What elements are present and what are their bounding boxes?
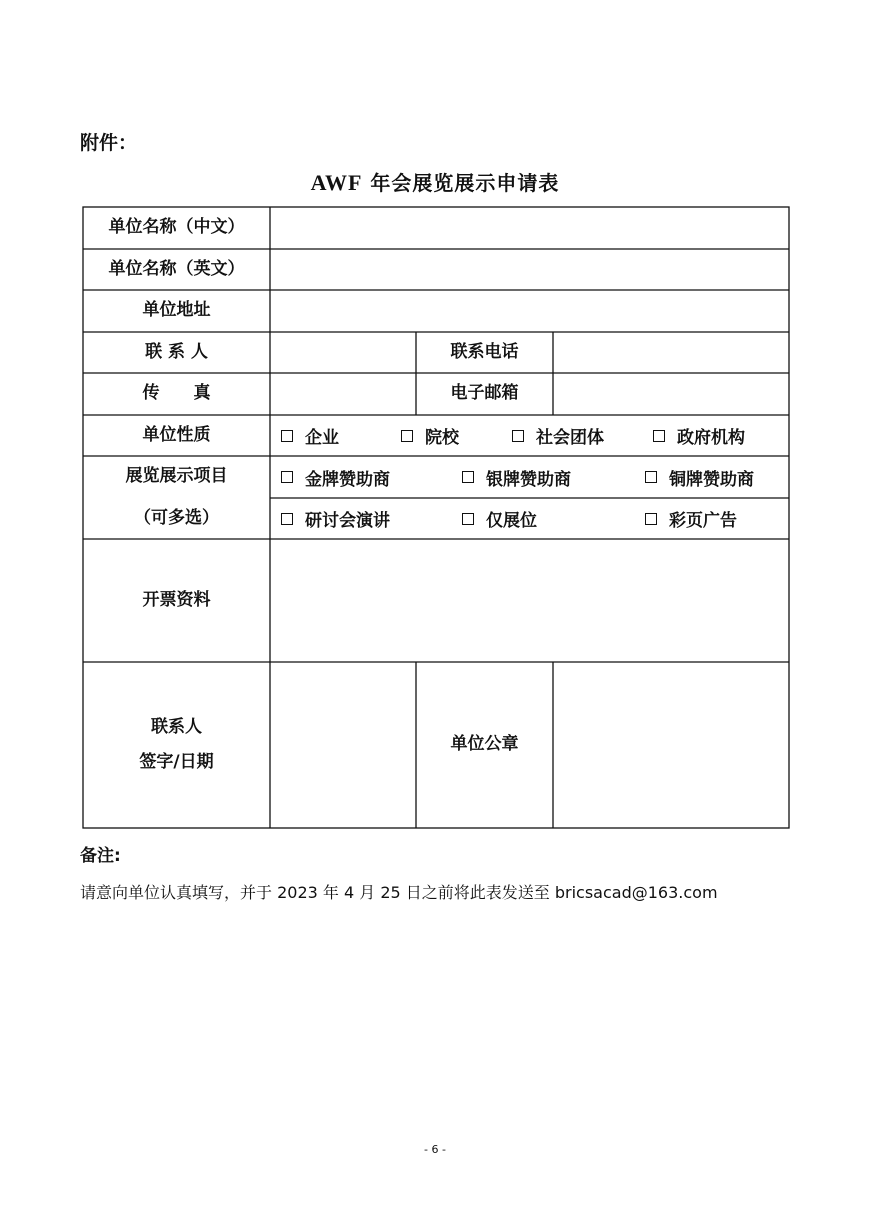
field-fax[interactable] <box>271 374 415 414</box>
label-project-line1: 展览展示项目 <box>125 466 228 487</box>
checkbox-seminar-speech[interactable] <box>281 498 390 539</box>
checkbox-gold-sponsor[interactable] <box>281 456 390 498</box>
label-fax: 传 真 <box>142 383 211 404</box>
field-name-cn[interactable] <box>271 208 788 248</box>
checkbox-square-icon <box>281 513 293 525</box>
checkbox-booth-only[interactable] <box>462 498 537 539</box>
checkbox-square-icon <box>645 513 657 525</box>
label-signature-line1: 联系人 <box>151 716 202 737</box>
checkbox-bronze-sponsor[interactable] <box>645 456 754 498</box>
checkbox-square-icon <box>281 471 293 483</box>
checkbox-square-icon <box>512 430 524 442</box>
label-email: 电子邮箱 <box>450 383 519 404</box>
option-label: 企业 <box>305 428 339 448</box>
option-label: 社会团体 <box>536 428 604 448</box>
label-signature <box>83 662 270 828</box>
form-title-latin: AWF <box>310 170 363 195</box>
checkbox-government[interactable] <box>653 415 745 456</box>
field-seal[interactable] <box>554 663 788 827</box>
checkbox-college[interactable] <box>401 415 459 456</box>
label-project <box>83 456 270 539</box>
label-contact: 联 系 人 <box>145 341 208 362</box>
option-label: 银牌赞助商 <box>486 469 571 490</box>
option-label: 政府机构 <box>677 428 745 448</box>
label-project-line2: （可多选） <box>134 507 219 528</box>
checkbox-square-icon <box>645 471 657 483</box>
field-contact[interactable] <box>271 333 415 372</box>
checkbox-social-group[interactable] <box>512 415 604 456</box>
page-number: - 6 - <box>424 1143 446 1156</box>
option-label: 彩页广告 <box>669 511 737 531</box>
form-title-cn: 年会展览展示申请表 <box>362 171 560 195</box>
attachment-label: 附件： <box>80 132 138 154</box>
field-email[interactable] <box>554 374 788 414</box>
note-text: 请意向单位认真填写，并于 2023 年 4 月 25 日之前将此表发送至 bricsacad@163.com <box>80 883 718 902</box>
checkbox-square-icon <box>462 513 474 525</box>
option-label: 院校 <box>425 428 459 448</box>
field-signature[interactable] <box>271 663 415 827</box>
label-signature-line2: 签字/日期 <box>139 752 214 772</box>
label-seal: 单位公章 <box>450 734 519 755</box>
label-phone: 联系电话 <box>450 341 519 362</box>
field-phone[interactable] <box>554 333 788 372</box>
checkbox-silver-sponsor[interactable] <box>462 456 571 498</box>
option-label: 研讨会演讲 <box>305 511 390 531</box>
checkbox-square-icon <box>462 471 474 483</box>
label-name-cn: 单位名称（中文） <box>108 217 245 238</box>
label-address: 单位地址 <box>142 300 211 321</box>
label-name-en: 单位名称（英文） <box>108 258 245 279</box>
field-name-en[interactable] <box>271 250 788 289</box>
form-title <box>0 167 870 196</box>
checkbox-square-icon <box>653 430 665 442</box>
field-address[interactable] <box>271 291 788 331</box>
label-nature: 单位性质 <box>142 424 211 445</box>
option-label: 仅展位 <box>486 511 537 531</box>
checkbox-square-icon <box>401 430 413 442</box>
checkbox-enterprise[interactable] <box>281 415 339 456</box>
label-invoice: 开票资料 <box>142 589 211 610</box>
notes-label: 备注: <box>80 846 121 866</box>
field-invoice[interactable] <box>271 540 788 661</box>
option-label: 金牌赞助商 <box>305 469 390 490</box>
checkbox-color-ad[interactable] <box>645 498 737 539</box>
option-label: 铜牌赞助商 <box>669 469 754 490</box>
checkbox-square-icon <box>281 430 293 442</box>
